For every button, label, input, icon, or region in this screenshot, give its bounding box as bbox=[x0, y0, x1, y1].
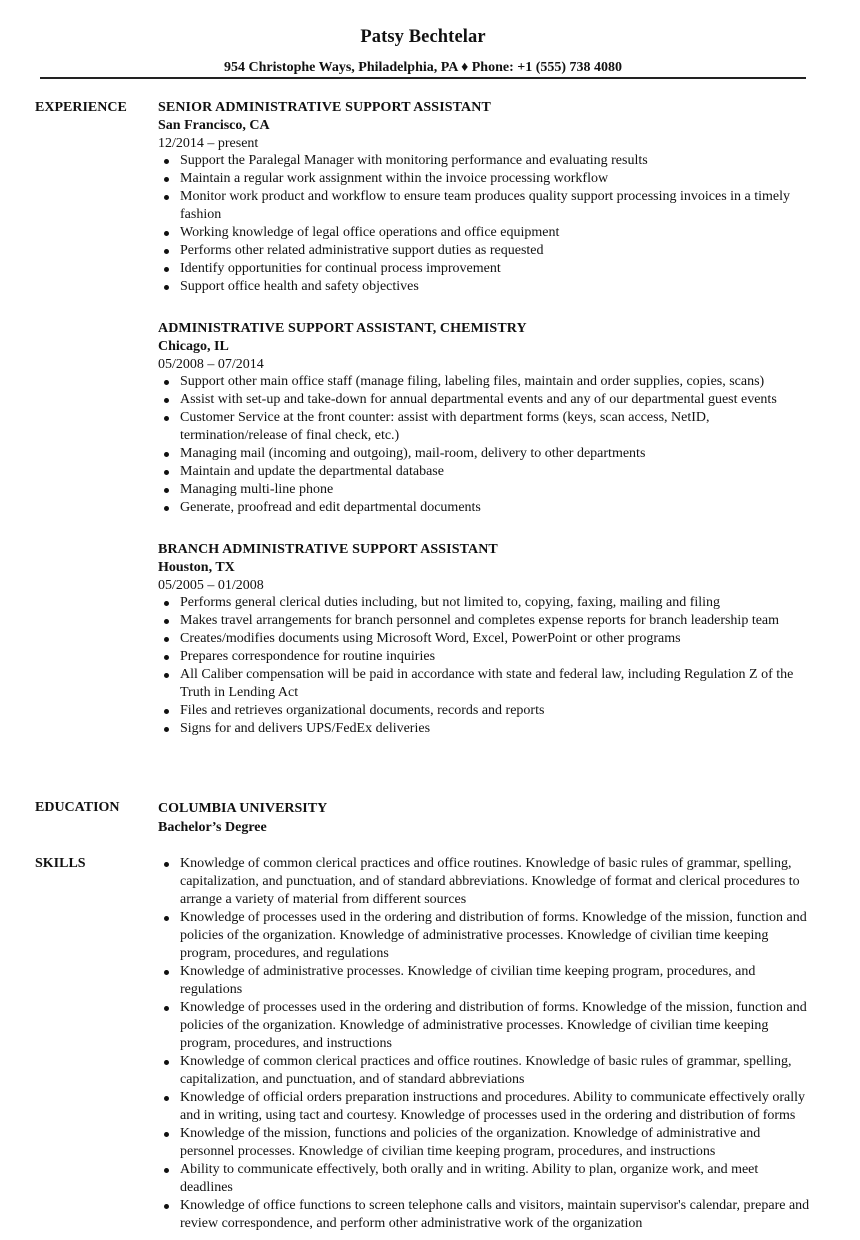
skill-item bbox=[158, 1197, 813, 1233]
duty-text: Prepares correspondence for routine inquiries bbox=[180, 649, 436, 664]
duty-item bbox=[158, 594, 813, 612]
duty-item bbox=[158, 170, 813, 188]
section-label-skills: SKILLS bbox=[35, 856, 86, 871]
duty-item bbox=[158, 648, 813, 666]
duty-item bbox=[158, 409, 813, 445]
duty-item bbox=[158, 373, 813, 391]
job-duties bbox=[158, 373, 813, 517]
bullet-icon bbox=[164, 380, 169, 385]
bullet-icon bbox=[164, 916, 169, 921]
skill-item bbox=[158, 909, 813, 963]
bullet-icon bbox=[164, 1168, 169, 1173]
skill-text: Knowledge of common clerical practices and office routines. Knowledge of basic rules of grammar, spelling, capitalization, and punctuation, and of standard abbreviations bbox=[180, 1054, 792, 1087]
skill-text: Knowledge of processes used in the ordering and distribution of forms. Knowledge of the mission, function and policies of the organization. Knowledge of administrative processes. Knowledge of civilian time keeping program, procedures, and instructions bbox=[180, 1000, 807, 1051]
duty-text: Makes travel arrangements for branch personnel and completes expense reports for branch leadership team bbox=[180, 613, 780, 628]
duty-item bbox=[158, 481, 813, 499]
skills-list bbox=[158, 855, 813, 1233]
skill-item bbox=[158, 1125, 813, 1161]
bullet-icon bbox=[164, 398, 169, 403]
bullet-icon bbox=[164, 416, 169, 421]
duty-item bbox=[158, 278, 813, 296]
bullet-icon bbox=[164, 1132, 169, 1137]
bullet-icon bbox=[164, 1204, 169, 1209]
duty-text: Creates/modifies documents using Microsoft Word, Excel, PowerPoint or other programs bbox=[180, 631, 681, 646]
duty-text: Support office health and safety objectives bbox=[180, 279, 419, 294]
duty-item bbox=[158, 152, 813, 170]
skill-text: Knowledge of administrative processes. Knowledge of civilian time keeping program, procedures, and regulations bbox=[180, 964, 756, 997]
bullet-icon bbox=[164, 195, 169, 200]
job-duties bbox=[158, 152, 813, 296]
skill-text: Knowledge of the mission, functions and policies of the organization. Knowledge of administrative and personnel processes. Knowledge of civilian time keeping program, procedures, and instructions bbox=[180, 1126, 761, 1159]
job-entry bbox=[158, 320, 813, 517]
bullet-icon bbox=[164, 285, 169, 290]
duty-text: Maintain and update the departmental database bbox=[180, 464, 444, 479]
skills-list-wrapper bbox=[158, 855, 813, 1233]
bullet-icon bbox=[164, 231, 169, 236]
duty-text: Managing multi-line phone bbox=[180, 482, 334, 497]
skill-item bbox=[158, 999, 813, 1053]
duty-text: Assist with set-up and take-down for annual departmental events and any of our departmental guest events bbox=[180, 392, 777, 407]
duty-item bbox=[158, 630, 813, 648]
bullet-icon bbox=[164, 637, 169, 642]
duty-text: Monitor work product and workflow to ensure team produces quality support processing invoices in a timely fashion bbox=[180, 189, 791, 222]
duty-text: Support other main office staff (manage filing, labeling files, maintain and order supplies, copies, scans) bbox=[180, 374, 765, 389]
experience-list bbox=[158, 99, 813, 762]
duty-item bbox=[158, 666, 813, 702]
bullet-icon bbox=[164, 177, 169, 182]
bullet-icon bbox=[164, 159, 169, 164]
bullet-icon bbox=[164, 709, 169, 714]
duty-item bbox=[158, 612, 813, 630]
duty-text: Support the Paralegal Manager with monitoring performance and evaluating results bbox=[180, 153, 648, 168]
duty-text: Files and retrieves organizational documents, records and reports bbox=[180, 703, 545, 718]
bullet-icon bbox=[164, 506, 169, 511]
skill-text: Knowledge of office functions to screen telephone calls and visitors, maintain supervisor's calendar, prepare and review correspondence, and perform other administrative work of the organization bbox=[180, 1198, 810, 1231]
duty-item bbox=[158, 260, 813, 278]
job-entry bbox=[158, 99, 813, 296]
candidate-name: Patsy Bechtelar bbox=[360, 27, 486, 47]
job-dates: 05/2005 – 01/2008 bbox=[158, 578, 264, 593]
bullet-icon bbox=[164, 970, 169, 975]
duty-text: Performs general clerical duties including, but not limited to, copying, faxing, mailing and filing bbox=[180, 595, 721, 610]
bullet-icon bbox=[164, 619, 169, 624]
duty-item bbox=[158, 445, 813, 463]
job-duties bbox=[158, 594, 813, 738]
duty-item bbox=[158, 391, 813, 409]
degree-name: Bachelor’s Degree bbox=[158, 820, 267, 835]
skill-text: Ability to communicate effectively, both orally and in writing. Ability to plan, organize work, and meet deadlines bbox=[180, 1162, 759, 1195]
bullet-icon bbox=[164, 862, 169, 867]
skill-item bbox=[158, 1161, 813, 1197]
job-title: SENIOR ADMINISTRATIVE SUPPORT ASSISTANT bbox=[158, 100, 491, 115]
skill-text: Knowledge of official orders preparation instructions and procedures. Ability to communicate effectively orally and in writing, using tact and courtesy. Knowledge of processes used in the ordering and distribution of forms bbox=[180, 1090, 806, 1123]
skill-item bbox=[158, 1089, 813, 1125]
duty-text: Managing mail (incoming and outgoing), mail-room, delivery to other departments bbox=[180, 446, 646, 461]
education-entry bbox=[158, 799, 813, 837]
bullet-icon bbox=[164, 655, 169, 660]
job-location: San Francisco, CA bbox=[158, 118, 270, 133]
bullet-icon bbox=[164, 452, 169, 457]
duty-text: Identify opportunities for continual process improvement bbox=[180, 261, 501, 276]
job-entry bbox=[158, 541, 813, 738]
section-label-experience: EXPERIENCE bbox=[35, 100, 127, 115]
section-label-education: EDUCATION bbox=[35, 800, 120, 815]
bullet-icon bbox=[164, 1006, 169, 1011]
bullet-icon bbox=[164, 673, 169, 678]
skill-item bbox=[158, 855, 813, 909]
school-name: COLUMBIA UNIVERSITY bbox=[158, 801, 328, 816]
duty-text: Generate, proofread and edit departmental documents bbox=[180, 500, 481, 515]
job-dates: 05/2008 – 07/2014 bbox=[158, 357, 264, 372]
bullet-icon bbox=[164, 601, 169, 606]
duty-item bbox=[158, 242, 813, 260]
duty-item bbox=[158, 463, 813, 481]
job-dates: 12/2014 – present bbox=[158, 136, 259, 151]
skill-item bbox=[158, 1053, 813, 1089]
job-title: ADMINISTRATIVE SUPPORT ASSISTANT, CHEMISTRY bbox=[158, 321, 527, 336]
duty-text: Working knowledge of legal office operations and office equipment bbox=[180, 225, 560, 240]
duty-text: Customer Service at the front counter: assist with department forms (keys, scan access, NetID, termination/release of final check, etc.) bbox=[180, 410, 710, 443]
header-divider bbox=[40, 77, 806, 79]
bullet-icon bbox=[164, 249, 169, 254]
duty-item bbox=[158, 224, 813, 242]
duty-item bbox=[158, 702, 813, 720]
bullet-icon bbox=[164, 1096, 169, 1101]
duty-item bbox=[158, 720, 813, 738]
job-title: BRANCH ADMINISTRATIVE SUPPORT ASSISTANT bbox=[158, 542, 498, 557]
duty-text: Maintain a regular work assignment within the invoice processing workflow bbox=[180, 171, 609, 186]
duty-text: Performs other related administrative support duties as requested bbox=[180, 243, 544, 258]
duty-item bbox=[158, 499, 813, 517]
skill-item bbox=[158, 963, 813, 999]
bullet-icon bbox=[164, 488, 169, 493]
duty-text: All Caliber compensation will be paid in accordance with state and federal law, including Regulation Z of the Truth in Lending Act bbox=[180, 667, 794, 700]
bullet-icon bbox=[164, 470, 169, 475]
bullet-icon bbox=[164, 267, 169, 272]
skill-text: Knowledge of common clerical practices and office routines. Knowledge of basic rules of grammar, spelling, capitalization, and punctuation, and of standard abbreviations. Knowledge of format and clerical procedures to arrange a variety of material from different sources bbox=[180, 856, 800, 907]
contact-line: 954 Christophe Ways, Philadelphia, PA ♦ Phone: +1 (555) 738 4080 bbox=[223, 60, 623, 75]
duty-item bbox=[158, 188, 813, 224]
job-location: Chicago, IL bbox=[158, 339, 229, 354]
job-location: Houston, TX bbox=[158, 560, 235, 575]
duty-text: Signs for and delivers UPS/FedEx deliveries bbox=[180, 721, 431, 736]
bullet-icon bbox=[164, 1060, 169, 1065]
bullet-icon bbox=[164, 727, 169, 732]
skill-text: Knowledge of processes used in the ordering and distribution of forms. Knowledge of the mission, function and policies of the organization. Knowledge of administrative processes. Knowledge of civilian time keeping program, procedures, and regulations bbox=[180, 910, 807, 961]
